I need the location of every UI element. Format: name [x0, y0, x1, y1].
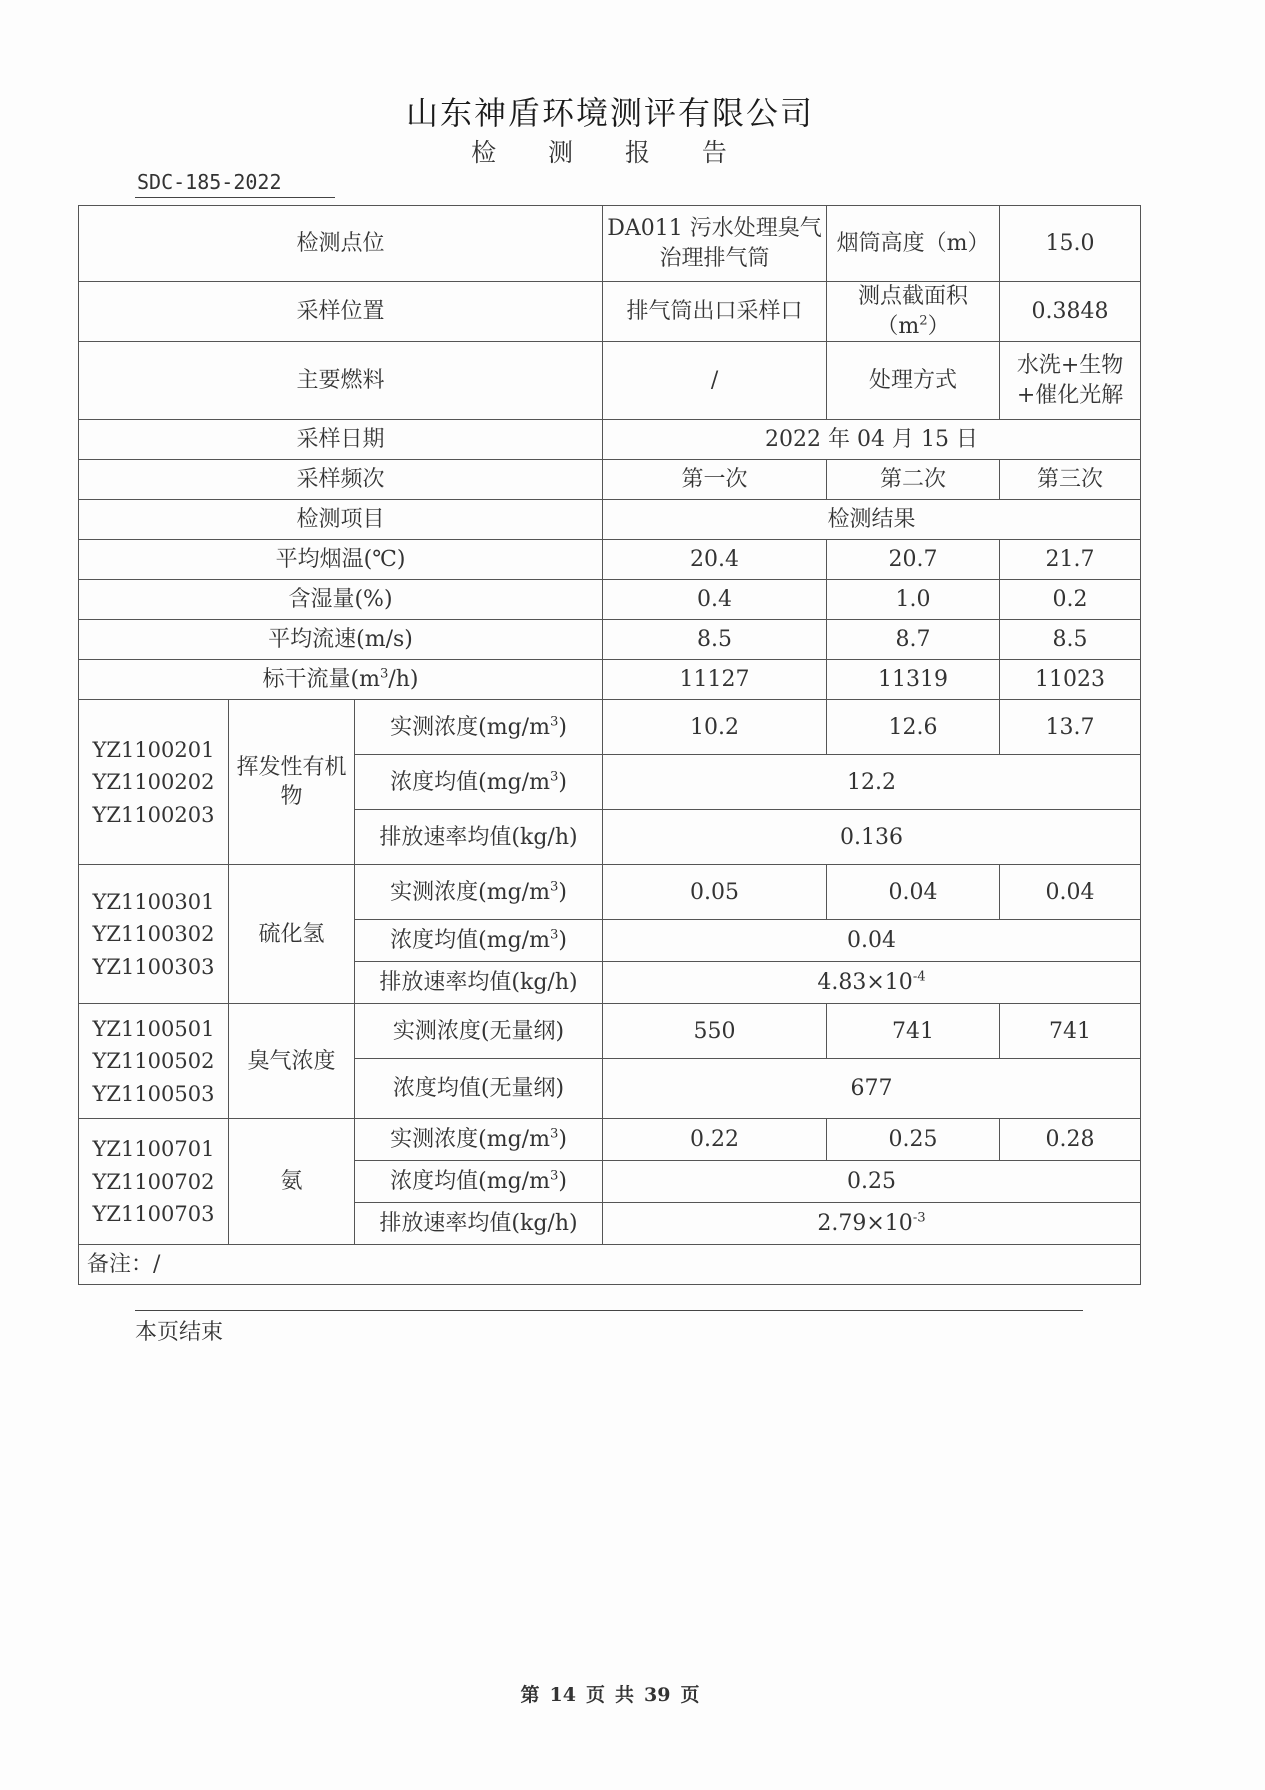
nh3-measured-1: 0.22 — [603, 1119, 827, 1161]
param-value: 8.5 — [603, 620, 827, 660]
company-name: 山东神盾环境测评有限公司 — [405, 94, 814, 132]
current-page: 14 — [549, 1684, 576, 1706]
avg-conc-label: 浓度均值$(mg/m^3)$ — [355, 920, 603, 962]
voc-measured-3: 13.7 — [1000, 700, 1141, 755]
h2s-measured-3: 0.04 — [1000, 865, 1141, 920]
table-row — [79, 580, 1141, 620]
frequency-first: 第一次 — [603, 460, 827, 500]
nh3-codes: YZ1100701 YZ1100702 YZ1100703 — [79, 1119, 229, 1245]
h2s-name: 硫化氢 — [229, 865, 355, 1004]
total-pages: 39 — [644, 1684, 671, 1706]
param-label: 含湿量(%) — [79, 580, 603, 620]
avg-conc-label: 浓度均值$(mg/m^3)$ — [355, 755, 603, 810]
date-value: 2022 年 04 月 15 日 — [603, 420, 1141, 460]
voc-avg: 12.2 — [603, 755, 1141, 810]
report-title: 检 测 报 告 — [471, 138, 749, 167]
odor-measured-3: 741 — [1000, 1004, 1141, 1059]
sampling-position-label: 采样位置 — [79, 282, 603, 342]
odor-measured-2: 741 — [827, 1004, 1000, 1059]
nh3-measured-3: 0.28 — [1000, 1119, 1141, 1161]
section-area-label: 测点截面积$(m^2)$ — [827, 282, 1000, 342]
h2s-avg: 0.04 — [603, 920, 1141, 962]
page-end-text: 本页结束 — [135, 1320, 224, 1345]
param-value: 11319 — [827, 660, 1000, 700]
end-rule — [135, 1310, 1083, 1311]
h2s-measured-1: 0.05 — [603, 865, 827, 920]
emission-rate-label: 排放速率均值(kg/h) — [355, 962, 603, 1004]
date-label: 采样日期 — [79, 420, 603, 460]
measured-conc-label: 实测浓度$(mg/m^3)$ — [355, 1119, 603, 1161]
param-value: 0.2 — [1000, 580, 1141, 620]
fuel-label: 主要燃料 — [79, 342, 603, 420]
param-value: 11127 — [603, 660, 827, 700]
odor-codes: YZ1100501 YZ1100502 YZ1100503 — [79, 1004, 229, 1119]
measured-conc-dimensionless-label: 实测浓度(无量纲) — [355, 1004, 603, 1059]
table-row — [79, 620, 1141, 660]
page-footer: 第 14 页 共 39 页 — [520, 1684, 700, 1706]
h2s-rate: $4.83\times 10^{-4}$ — [603, 962, 1141, 1004]
voc-name: 挥发性有机物 — [229, 700, 355, 865]
param-value: 0.4 — [603, 580, 827, 620]
test-results-table — [78, 205, 1141, 1285]
header-rule — [135, 197, 335, 198]
avg-conc-label: 浓度均值$(mg/m^3)$ — [355, 1161, 603, 1203]
nh3-rate: $2.79\times 10^{-3}$ — [603, 1203, 1141, 1245]
param-value: 20.4 — [603, 540, 827, 580]
odor-avg: 677 — [603, 1059, 1141, 1119]
treatment-value: 水洗+生物+催化光解 — [1000, 342, 1141, 420]
param-value: 11023 — [1000, 660, 1141, 700]
remarks: 备注：/ — [79, 1245, 1141, 1285]
odor-measured-1: 550 — [603, 1004, 827, 1059]
param-value: 1.0 — [827, 580, 1000, 620]
voc-codes: YZ1100201 YZ1100202 YZ1100203 — [79, 700, 229, 865]
emission-rate-label: 排放速率均值(kg/h) — [355, 810, 603, 865]
stack-height-value: 15.0 — [1000, 206, 1141, 282]
table-row — [79, 660, 1141, 700]
param-label: 标干流量$(m^3/h)$ — [79, 660, 603, 700]
point-value: DA011 污水处理臭气治理排气筒 — [603, 206, 827, 282]
emission-rate-label: 排放速率均值(kg/h) — [355, 1203, 603, 1245]
measured-conc-label: 实测浓度$(mg/m^3)$ — [355, 865, 603, 920]
fuel-value: / — [603, 342, 827, 420]
h2s-measured-2: 0.04 — [827, 865, 1000, 920]
param-value: 20.7 — [827, 540, 1000, 580]
point-label: 检测点位 — [79, 206, 603, 282]
avg-conc-dimensionless-label: 浓度均值(无量纲) — [355, 1059, 603, 1119]
treatment-label: 处理方式 — [827, 342, 1000, 420]
param-label: 平均烟温(℃) — [79, 540, 603, 580]
table-row — [79, 540, 1141, 580]
stack-height-label: 烟筒高度（m） — [827, 206, 1000, 282]
result-label: 检测结果 — [603, 500, 1141, 540]
measured-conc-label: 实测浓度$(mg/m^3)$ — [355, 700, 603, 755]
param-value: 8.5 — [1000, 620, 1141, 660]
sampling-position-value: 排气筒出口采样口 — [603, 282, 827, 342]
voc-rate: 0.136 — [603, 810, 1141, 865]
document-number: SDC-185-2022 — [137, 170, 282, 194]
param-label: 平均流速(m/s) — [79, 620, 603, 660]
nh3-avg: 0.25 — [603, 1161, 1141, 1203]
section-area-value: 0.3848 — [1000, 282, 1141, 342]
voc-measured-1: 10.2 — [603, 700, 827, 755]
h2s-codes: YZ1100301 YZ1100302 YZ1100303 — [79, 865, 229, 1004]
frequency-third: 第三次 — [1000, 460, 1141, 500]
frequency-second: 第二次 — [827, 460, 1000, 500]
nh3-measured-2: 0.25 — [827, 1119, 1000, 1161]
param-value: 8.7 — [827, 620, 1000, 660]
param-value: 21.7 — [1000, 540, 1141, 580]
frequency-label: 采样频次 — [79, 460, 603, 500]
odor-name: 臭气浓度 — [229, 1004, 355, 1119]
nh3-name: 氨 — [229, 1119, 355, 1245]
item-label: 检测项目 — [79, 500, 603, 540]
voc-measured-2: 12.6 — [827, 700, 1000, 755]
